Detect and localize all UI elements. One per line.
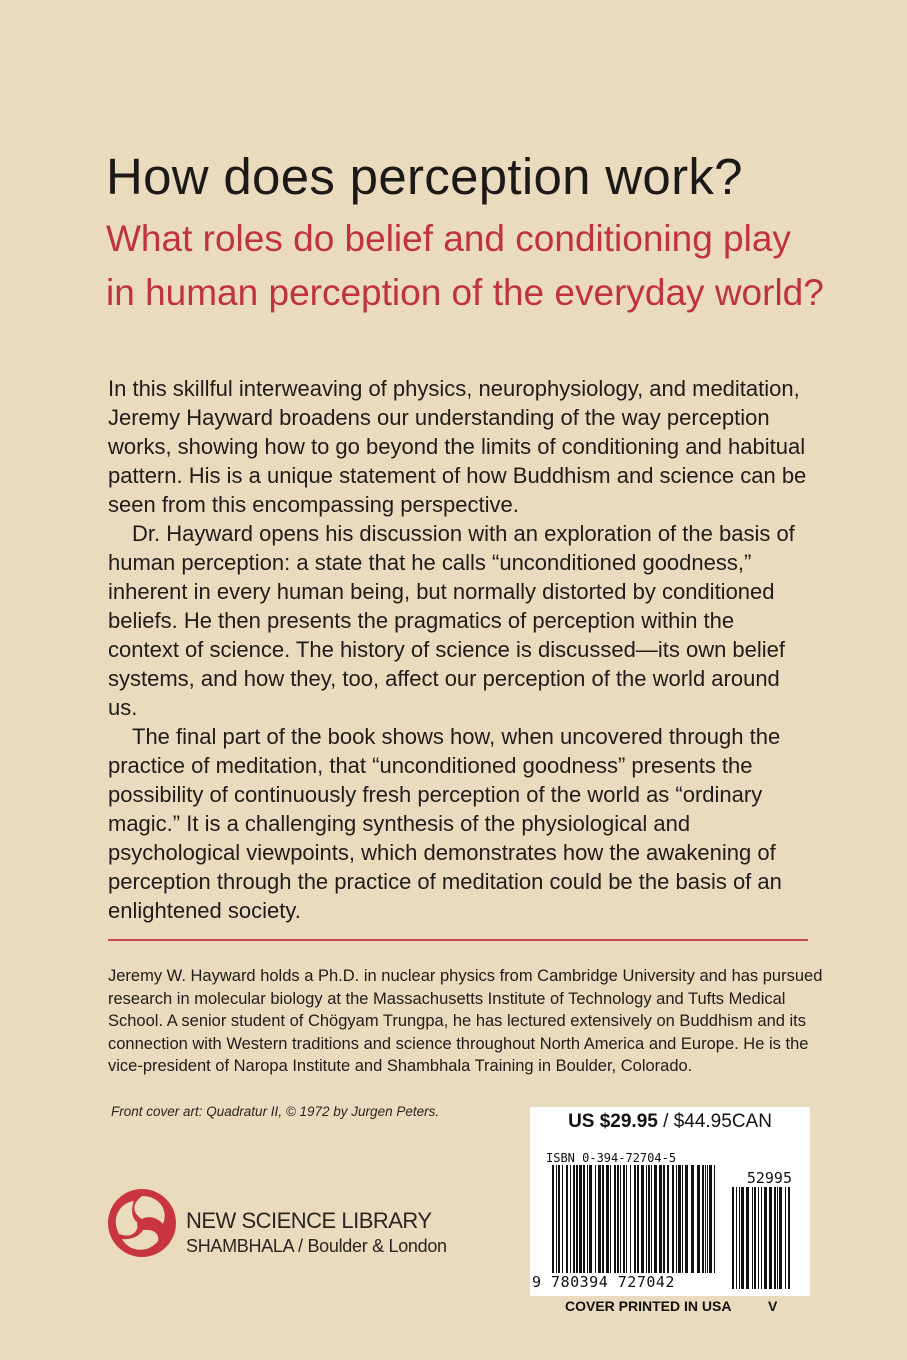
description-paragraph-2: Dr. Hayward opens his discussion with an exploration of the basis of human perception: a state that he calls “unconditioned goodness,” inherent in every human being, but normally distorted by conditioned beliefs. He then presents the pragmatics of perception within the context of science. The history of science is discussed—its own belief systems, and how they, too, affect our perception of the world around us. [108,521,795,720]
can-price: $44.95CAN [673,1111,772,1132]
us-price: US $29.95 [568,1111,658,1132]
swirl-logo-icon [107,1188,177,1258]
headline: How does perception work? [106,148,743,205]
author-bio: Jeremy W. Hayward holds a Ph.D. in nuclear physics from Cambridge University and has pursued research in molecular biology at the Massachusetts Institute of Technology and Tufts Medical School. A senior student of Chögyam Trungpa, he has lectured extensively on Buddhism and its connection with Western traditions and science throughout North America and Europe. He is the vice-president of Naropa Institute and Shambhala Training in Boulder, Colorado. [108,967,823,1075]
isbn-number: ISBN 0-394-72704-5 [546,1151,677,1165]
description-paragraph-1: In this skillful interweaving of physics, neurophysiology, and meditation, Jeremy Hayward broadens our understanding of the way perception works, showing how to go beyond the limits of conditioning and habitual pattern. His is a unique statement of how Buddhism and science can be seen from this encompassing perspective. [108,376,807,517]
subheadline: What roles do belief and conditioning play in human perception of the everyday world? [106,218,824,313]
description [108,374,808,925]
price-separator: / [657,1111,674,1132]
description-paragraph-3: The final part of the book shows how, when uncovered through the practice of meditation, that “unconditioned goodness” presents the possibility of continuously fresh perception of the world as “ordinary magic.” It is a challenging synthesis of the physiological and psychological viewpoints, which demonstrates how the awakening of perception through the practice of meditation could be the basis of an enlightened society. [108,724,782,923]
price-code: 52995 [746,1169,792,1187]
imprint-name: NEW SCIENCE LIBRARY [186,1208,432,1233]
ean-barcode [550,1165,720,1289]
publisher-place: SHAMBHALA / Boulder & London [186,1236,447,1256]
publisher-imprint [186,1208,447,1258]
addon-barcode [730,1187,794,1289]
printed-in-note: COVER PRINTED IN USA [565,1298,732,1314]
print-code: V [768,1298,778,1314]
ean-digits: 9 780394 727042 [532,1273,722,1291]
price-label [530,1111,810,1133]
cover-art-credit: Front cover art: Quadratur II, © 1972 by Jurgen Peters. [111,1104,440,1119]
price-barcode-box [530,1107,810,1296]
divider-rule [108,939,808,941]
